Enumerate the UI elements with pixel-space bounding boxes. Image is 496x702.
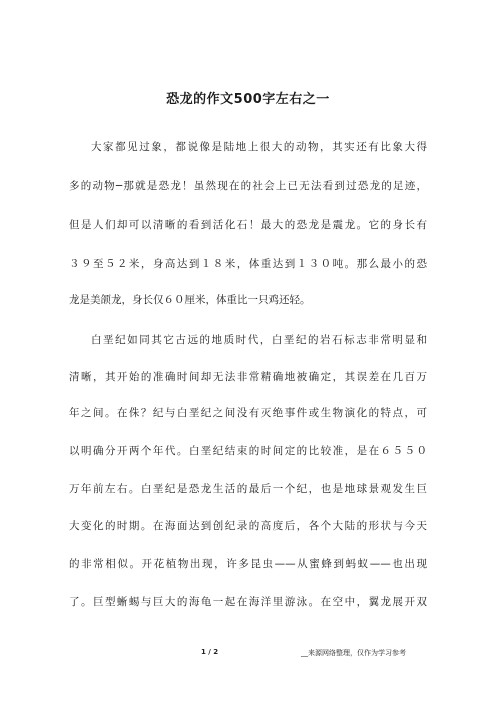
paragraph-2-line-3: 年之间。在侏？纪与白垩纪之间没有灭绝事件或生物演化的特点，可 bbox=[69, 407, 427, 419]
paragraph-2-line-6: 大变化的时期。在海面达到创纪录的高度后，各个大陆的形状与今天 bbox=[69, 520, 427, 532]
paragraph-1-line-1: 大家都见过象，都说像是陆地上很大的动物，其实还有比象大得 bbox=[91, 141, 427, 153]
paragraph-1-line-4: ３９至５２米，身高达到１８米，体重达到１３０吨。那么最小的恐 bbox=[69, 258, 427, 270]
paragraph-1-line-3: 但是人们却可以清晰的看到活化石！最大的恐龙是震龙。它的身长有 bbox=[69, 219, 427, 231]
source-note: __来源网络整理，仅作为学习参考 bbox=[301, 649, 406, 657]
paragraph-2-line-7: 的非常相似。开花植物出现，许多昆虫——从蜜蜂到蚂蚁——也出现 bbox=[69, 558, 427, 570]
document-title: 恐龙的作文500字左右之一 bbox=[166, 92, 330, 107]
page-number: 1 / 2 bbox=[201, 648, 219, 656]
paragraph-2-line-4: 以明确分开两个年代。白垩纪结束的时间定的比较准，是在６５５０ bbox=[69, 445, 427, 457]
paragraph-1-line-5: 龙是美颌龙，身长仅６０厘米，体重比一只鸡还轻。 bbox=[69, 294, 311, 306]
paragraph-2-line-5: 万年前左右。白垩纪是恐龙生活的最后一个纪，也是地球景观发生巨 bbox=[69, 483, 427, 495]
paragraph-2-line-8: 了。巨型蜥蜴与巨大的海龟一起在海洋里游泳。在空中，翼龙展开双 bbox=[69, 596, 427, 608]
paragraph-2-line-2: 清晰，其开始的准确时间却无法非常精确地被确定，其误差在几百万 bbox=[69, 371, 427, 383]
paragraph-2-line-1: 白垩纪如同其它古远的地质时代，白垩纪的岩石标志非常明显和 bbox=[91, 334, 427, 346]
paragraph-1-line-2: 多的动物─那就是恐龙！虽然现在的社会上已无法看到过恐龙的足迹， bbox=[69, 180, 427, 192]
